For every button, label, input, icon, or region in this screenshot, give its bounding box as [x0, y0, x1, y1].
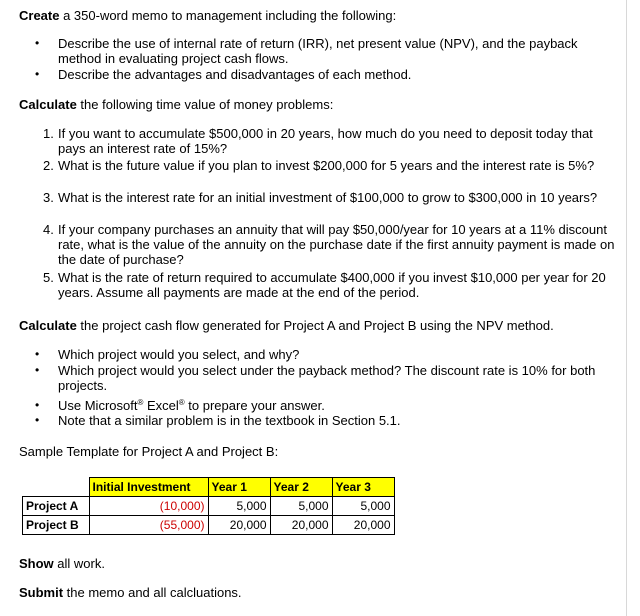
row-label: Project B — [23, 516, 90, 535]
list-item: 2. What is the future value if you plan to invest $200,000 for 5 years and the interest rate is 5%? — [43, 158, 595, 173]
bullet-icon: • — [35, 67, 40, 81]
list-item: 1. If you want to accumulate $500,000 in 20 years, how much do you need to deposit today that pays an interest rate of 15%? — [43, 126, 593, 156]
row-label: Project A — [23, 497, 90, 516]
template-title: Sample Template for Project A and Project B: — [19, 444, 279, 459]
cell-year-2: 20,000 — [270, 516, 332, 535]
list-item: • Note that a similar problem is in the textbook in Section 5.1. — [35, 413, 401, 428]
list-item: • Which project would you select, and why? — [35, 347, 300, 362]
intro-text: a 350-word memo to management including the following: — [59, 8, 397, 23]
list-item: • Which project would you select under the payback method? The discount rate is 10% for both projects. — [35, 363, 596, 393]
calc-instructions-2: Calculate the project cash flow generated for Project A and Project B using the NPV method. — [19, 318, 554, 333]
registered-mark: ® — [137, 398, 144, 407]
cell-year-3: 5,000 — [332, 497, 394, 516]
calc-instructions-1: Calculate the following time value of money problems: — [19, 97, 334, 112]
table-row — [23, 516, 395, 535]
list-item: 5. What is the rate of return required to accumulate $400,000 if you invest $10,000 per year for 20 years. Assume all payments are made at the end of the period. — [43, 270, 606, 300]
bullet-icon: • — [35, 398, 40, 412]
cell-year-1: 20,000 — [208, 516, 270, 535]
cell-year-2: 5,000 — [270, 497, 332, 516]
cell-year-1: 5,000 — [208, 497, 270, 516]
header-year-2: Year 2 — [270, 478, 332, 497]
table-row — [23, 497, 395, 516]
bullet-icon: • — [35, 347, 40, 361]
registered-mark: ® — [178, 398, 185, 407]
list-item: • Use Microsoft® Excel® to prepare your answer. — [35, 398, 325, 413]
intro-line — [19, 8, 396, 23]
intro-verb: Create — [19, 8, 60, 23]
show-work-line: Show all work. — [19, 556, 105, 571]
header-year-3: Year 3 — [332, 478, 394, 497]
cell-year-3: 20,000 — [332, 516, 394, 535]
cell-initial: (10,000) — [89, 497, 208, 516]
header-initial-investment: Initial Investment — [89, 478, 208, 497]
table-header-row — [23, 478, 395, 497]
header-year-1: Year 1 — [208, 478, 270, 497]
bullet-icon: • — [35, 363, 40, 377]
list-item: • Describe the advantages and disadvantages of each method. — [35, 67, 412, 82]
submit-line: Submit the memo and all calcluations. — [19, 585, 242, 600]
cell-initial: (55,000) — [89, 516, 208, 535]
list-item: 4. If your company purchases an annuity that will pay $50,000/year for 10 years at a 11% discount rate, what is the value of the annuity on the purchase date if the first annuity payment is made on the date of purchase? — [43, 222, 615, 267]
bullet-icon: • — [35, 36, 40, 50]
list-item: • Describe the use of internal rate of return (IRR), net present value (NPV), and the payback method in evaluating project cash flows. — [35, 36, 578, 66]
bullet-icon: • — [35, 413, 40, 427]
sample-template-table — [22, 477, 395, 535]
list-item: 3. What is the interest rate for an initial investment of $100,000 to grow to $300,000 in 10 years? — [43, 190, 598, 205]
